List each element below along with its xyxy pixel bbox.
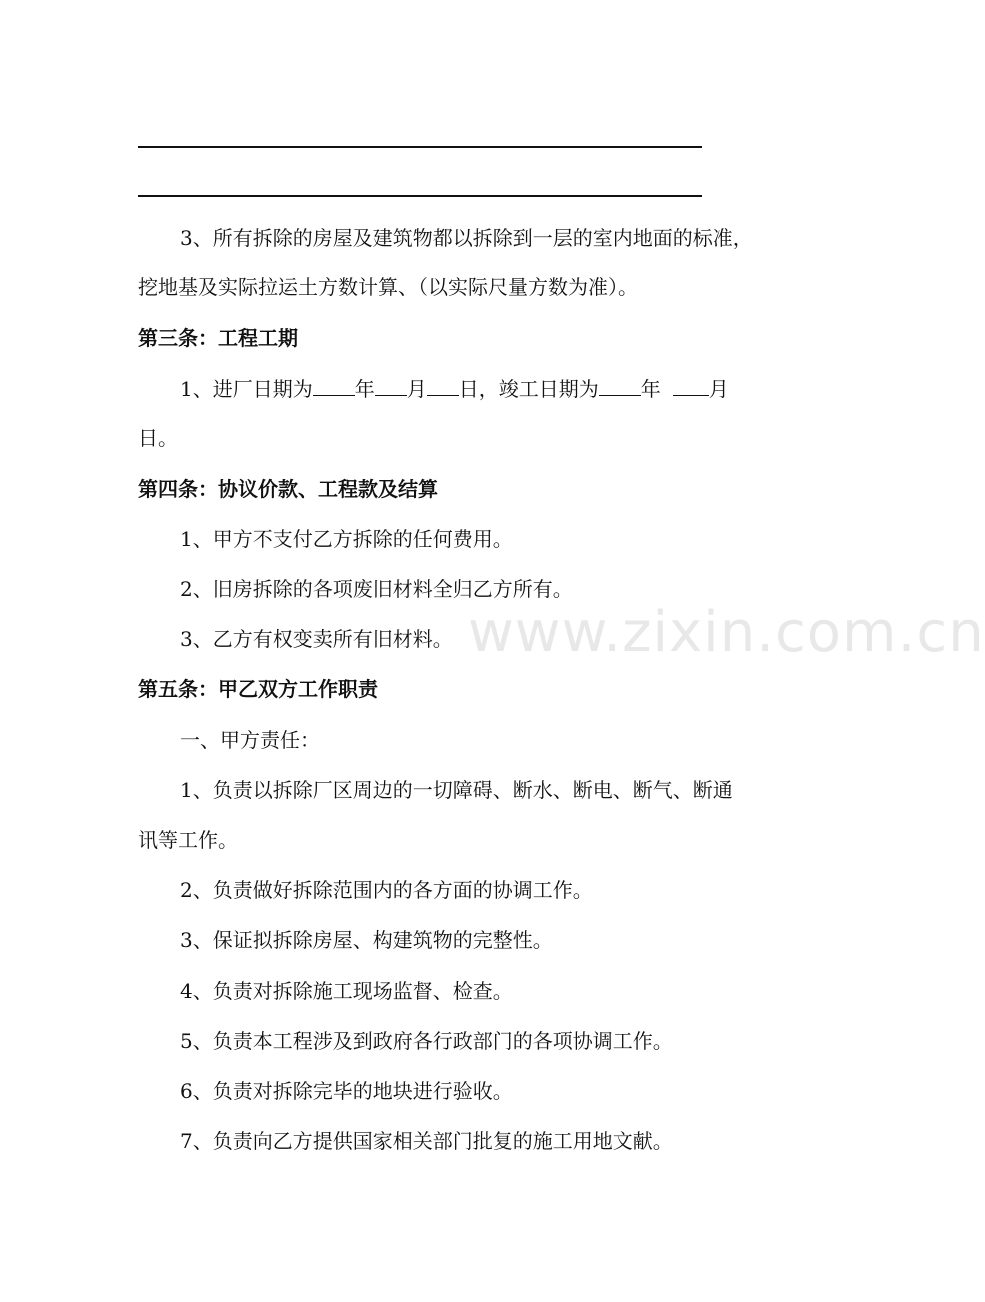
list-item: 6、负责对拆除完毕的地块进行验收。 xyxy=(180,1079,513,1103)
list-item: 1、甲方不支付乙方拆除的任何费用。 xyxy=(180,527,513,551)
section-heading-clause3: 第三条：工程工期 xyxy=(138,326,298,350)
fill-blank-end-year xyxy=(599,377,641,396)
sub-heading: 一、甲方责任： xyxy=(180,728,320,752)
list-item: 2、旧房拆除的各项废旧材料全归乙方所有。 xyxy=(180,577,573,601)
watermark: www.zixin.com.cn xyxy=(468,600,985,665)
list-item: 7、负责向乙方提供国家相关部门批复的施工用地文献。 xyxy=(180,1129,673,1153)
schedule-label-end: 日，竣工日期为 xyxy=(458,377,599,401)
fill-blank-start-year xyxy=(313,377,355,396)
fill-blank-end-month xyxy=(673,377,709,396)
section-heading-clause4: 第四条：协议价款、工程款及结算 xyxy=(138,477,438,501)
fill-blank-start-day xyxy=(427,377,459,396)
schedule-label-start: 1、进厂日期为 xyxy=(180,377,313,401)
blank-fill-line-1 xyxy=(138,146,702,148)
paragraph-line: 3、所有拆除的房屋及建筑物都以拆除到一层的室内地面的标准， xyxy=(180,226,753,250)
schedule-line xyxy=(180,377,729,401)
paragraph-line: 挖地基及实际拉运土方数计算、（以实际尺量方数为准）。 xyxy=(138,275,638,299)
fill-blank-start-month xyxy=(375,377,407,396)
list-item: 2、负责做好拆除范围内的各方面的协调工作。 xyxy=(180,878,593,902)
year-label: 年 xyxy=(354,377,375,401)
list-item: 3、保证拟拆除房屋、构建筑物的完整性。 xyxy=(180,928,553,952)
blank-fill-line-2 xyxy=(138,195,702,197)
list-item: 1、负责以拆除厂区周边的一切障碍、断水、断电、断气、断通 xyxy=(180,778,733,802)
list-item: 3、乙方有权变卖所有旧材料。 xyxy=(180,627,453,651)
section-heading-clause5: 第五条：甲乙双方工作职责 xyxy=(138,677,378,701)
paragraph-line: 日。 xyxy=(138,426,178,450)
list-item: 5、负责本工程涉及到政府各行政部门的各项协调工作。 xyxy=(180,1029,673,1053)
month-label: 月 xyxy=(406,377,427,401)
list-item-continuation: 讯等工作。 xyxy=(138,828,238,852)
month-label: 月 xyxy=(708,377,729,401)
list-item: 4、负责对拆除施工现场监督、检查。 xyxy=(180,979,513,1003)
year-label: 年 xyxy=(640,377,661,401)
